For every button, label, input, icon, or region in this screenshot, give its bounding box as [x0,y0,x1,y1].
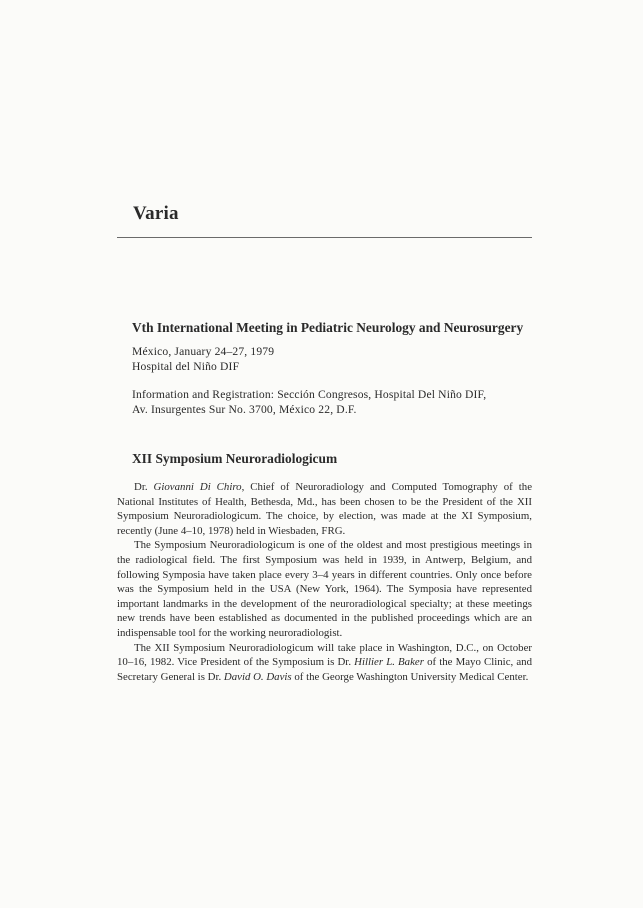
meeting-details [132,345,274,375]
meeting-venue: Hospital del Niño DIF [132,359,240,373]
section-title: Varia [133,203,179,224]
president-name: Giovanni Di Chiro [153,481,242,493]
secretary-general-name: David O. Davis [223,670,292,683]
meeting-heading: Vth International Meeting in Pediatric Neurology and Neurosurgery [132,320,524,335]
meeting-date-place: México, January 24–27, 1979 [132,345,275,358]
registration-info [132,388,486,418]
paragraph-2: The Symposium Neuroradiologicum is one of the oldest and most prestigious meetings in the radiological field. The first Symposium was held in 1939, in Antwerp, Belgium, and following Symposia have taken place every 3–4 years in different countries. Only once before was the Symposium held in the USA (New York, 1964). The Symposia have represented important landmarks in the development of the neuroradiological specialty; at these meetings new trends have been established as documented in the published proceedings which are an indispensable tool for the working neuroradiologist. [117,539,532,639]
p1-text-start: Dr. [134,481,154,493]
vice-president-name: Hillier L. Baker [354,656,424,669]
registration-line-1: Information and Registration: Sección Congresos, Hospital Del Niño DIF, [132,388,487,401]
paragraph-3 [117,641,532,685]
p3-text-middle: of the Mayo Clinic, and Secretary General is Dr. [117,656,532,683]
p3-text-end: of the George Washington University Medical Center. [291,670,529,683]
p1-text-end: , Chief of Neuroradiology and Computed Tomography of the National Institutes of Health, Bethesda, Md., has been chosen to be the President of the XII Symposium Neuroradiologicum. The choice, by election, was made at the XI Symposium, recently (June 4–10, 1978) held in Wiesbaden, FRG. [117,481,533,537]
registration-line-2: Av. Insurgentes Sur No. 3700, México 22, D.F. [132,402,357,416]
p3-text-start: The XII Symposium Neuroradiologicum will take place in Washington, D.C., on October 10–16, 1982. Vice President of the Symposium is Dr. [117,641,532,669]
section-divider [117,237,532,238]
paragraph-1 [117,480,532,538]
symposium-heading: XII Symposium Neuroradiologicum [132,451,338,466]
symposium-article [117,480,532,684]
